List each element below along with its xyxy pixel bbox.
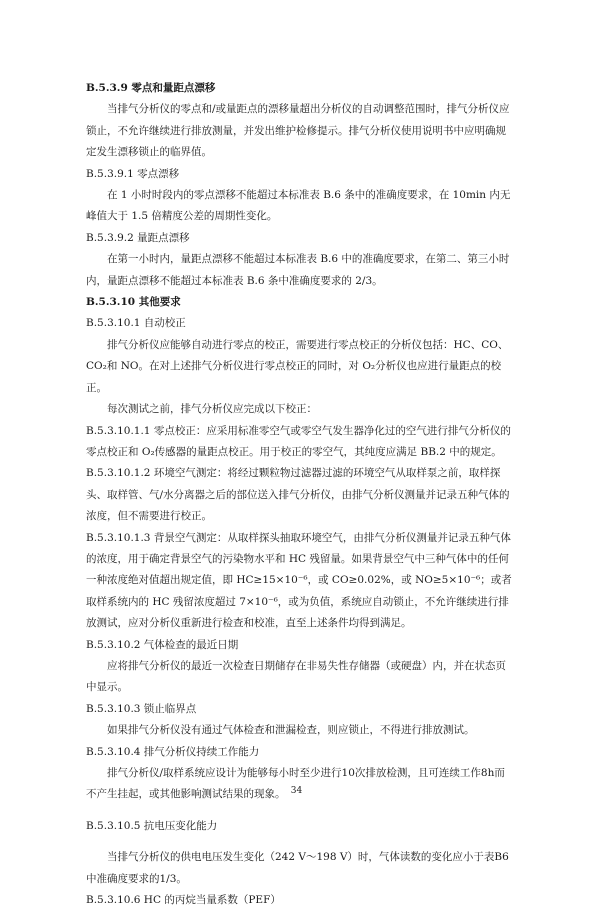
subsection-heading: B.5.3.9.2 量距点漂移 bbox=[86, 231, 190, 244]
paragraph: 应将排气分析仪的最近一次检查日期储存在非易失性存储器（或硬盘）内，并在状态页中显示。 bbox=[86, 659, 506, 694]
spacer bbox=[86, 806, 514, 816]
clause-text: B.5.3.10.1.3 背景空气测定：从取样探头抽取环境空气，由排气分析仪测量并记录五种气体的浓度，用于确定背景空气的污染物水平和 HC 残留量。如果背景空气中三种气体中的任何一种浓度绝对值超出规定值，即 HC≥15×10⁻⁶，或 CO≥0.02%，或 NO≥5×10⁻⁶；或者取样系统内的 HC 残留浓度超过 7×10⁻⁶，或为负值，系统应自动锁止，不允许继续进行排放测试，应对分析仪重新进行检查和校准，直至上述条件均得到满足。 bbox=[86, 531, 512, 630]
subsection-heading: B.5.3.9.1 零点漂移 bbox=[86, 167, 180, 180]
subsection-heading: B.5.3.10.6 HC 的丙烷当量系数（PEF） bbox=[86, 894, 281, 907]
subsection-heading: B.5.3.10.3 锁止临界点 bbox=[86, 702, 197, 715]
subsection-heading: B.5.3.10.2 气体检查的最近日期 bbox=[86, 638, 239, 651]
paragraph: 每次测试之前，排气分析仪应完成以下校正： bbox=[107, 403, 317, 416]
paragraph: 当排气分析仪的零点和/或量距点的漂移量超出分析仪的自动调整范围时，排气分析仪应锁止，不允许继续进行排放测量，并发出维护检修提示。排气分析仪使用说明书中应明确规定发生漂移锁止的临界值。 bbox=[86, 103, 510, 159]
paragraph: 排气分析仪/取样系统应设计为能够每小时至少进行10次排放检测，且可连续工作8h而不产生挂起，或其他影响测试结果的现象。 bbox=[86, 767, 505, 801]
paragraph: 排气分析仪应能够自动进行零点的校正，需要进行零点校正的分析仪包括：HC、CO、CO₂和 NO。在对上述排气分析仪进行零点校正的同时，对 O₂分析仪也应进行量距点的校正。 bbox=[86, 338, 509, 394]
clause-text: B.5.3.10.1.2 环境空气测定：将经过颗粒物过滤器过滤的环境空气从取样泵之前，取样探头、取样管、气/水分离器之后的部位送入排气分析仪，由排气分析仪测量并记录五种气体的浓度，但不需要进行校正。 bbox=[86, 467, 510, 523]
subsection-heading: B.5.3.10.5 抗电压变化能力 bbox=[86, 819, 218, 832]
clause-text: B.5.3.10.1.1 零点校正：应采用标准零空气或零空气发生器净化过的空气进行排气分析仪的零点校正和 O₂传感器的量距点校正。用于校正的零空气，其纯度应满足 BB.2 中的规定。 bbox=[86, 424, 511, 458]
spacer bbox=[86, 837, 514, 847]
page-number: 34 bbox=[290, 786, 303, 796]
subsection-heading: B.5.3.10.1 自动校正 bbox=[86, 317, 186, 330]
section-heading: B.5.3.9 零点和量距点漂移 bbox=[86, 82, 216, 94]
subsection-heading: B.5.3.10.4 排气分析仪持续工作能力 bbox=[86, 745, 260, 758]
paragraph: 如果排气分析仪没有通过气体检查和泄漏检查，则应锁止，不得进行排放测试。 bbox=[107, 724, 475, 737]
paragraph: 在第一小时内，量距点漂移不能超过本标准表 B.6 中的准确度要求，在第二、第三小时内，量距点漂移不能超过本标准表 B.6 条中准确度要求的 2/3。 bbox=[86, 253, 510, 287]
paragraph: 在 1 小时时段内的零点漂移不能超过本标准表 B.6 条中的准确度要求，在 10min 内无峰值大于 1.5 倍精度公差的周期性变化。 bbox=[86, 189, 511, 223]
paragraph: 当排气分析仪的供电电压发生变化（242 V～198 V）时，气体读数的变化应小于表B6中准确度要求的1/3。 bbox=[86, 851, 509, 885]
section-heading: B.5.3.10 其他要求 bbox=[86, 296, 181, 309]
